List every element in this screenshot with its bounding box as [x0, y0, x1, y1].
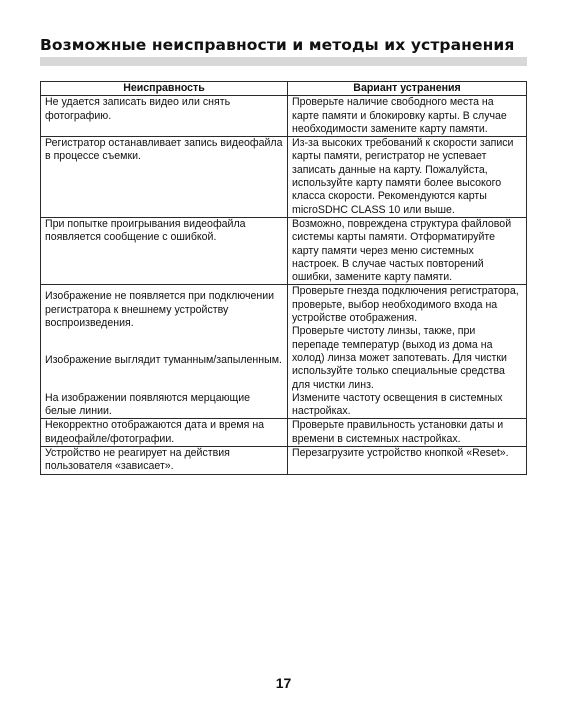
column-header-problem: Неисправность [41, 82, 288, 96]
table-row [41, 285, 527, 419]
solution-cell: Проверьте наличие свободного места на карте памяти и блокировку карты. В случае необходимости замените карту памяти. [288, 96, 527, 137]
problem-cell: Некорректно отображаются дата и время на видеофайле/фотографии. [41, 419, 288, 447]
solution-external-display: Проверьте гнезда подключения регистратора, проверьте, выбор необходимого входа на устройстве отображения. [292, 285, 519, 325]
table-row [41, 217, 527, 284]
problem-cell [41, 285, 288, 419]
column-header-solution: Вариант устранения [288, 82, 527, 96]
page-number: 17 [275, 675, 292, 691]
solution-foggy-image: Проверьте чистоту линзы, также, при перепаде температур (выход из дома на холод) линза может запотевать. Для чистки используйте только специальные средства для чистки линз. [292, 325, 507, 391]
table-header-row [41, 82, 527, 96]
problem-cell: Устройство не реагирует на действия пользователя «зависает». [41, 447, 288, 475]
solution-cell: Перезагрузите устройство кнопкой «Reset». [288, 447, 527, 475]
table-row [41, 96, 527, 137]
problem-flicker-lines: На изображении появляются мерцающие белые линии. [45, 391, 251, 417]
title-underline-bar [40, 57, 527, 66]
table-row [41, 137, 527, 218]
page-title: Возможные неисправности и методы их устранения [40, 36, 515, 54]
problem-cell: Не удается записать видео или снять фотографию. [41, 96, 288, 137]
problem-cell: Регистратор останавливает запись видеофайла в процессе съемки. [41, 137, 288, 218]
solution-flicker-lines: Измените частоту освещения в системных настройках. [292, 391, 503, 418]
solution-cell: Из-за высоких требований к скорости записи карты памяти, регистратор не успевает записать данные на карту. Пожалуйста, используйте карту памяти более высокого класса скорости. Рекомендуются карты microSDHC CLASS 10 или выше. [288, 137, 527, 218]
table-row [41, 447, 527, 475]
solution-cell: Возможно, повреждена структура файловой системы карты памяти. Отформатируйте карту памяти через меню системных настроек. В случае частых повторений ошибки, замените карту памяти. [288, 217, 527, 284]
table-row [41, 419, 527, 447]
problem-external-display: Изображение не появляется при подключении регистратора к внешнему устройству воспроизведения. [45, 290, 275, 330]
troubleshooting-table [40, 81, 527, 475]
solution-cell: Проверьте правильность установки даты и времени в системных настройках. [288, 419, 527, 447]
problem-cell: При попытке проигрывания видеофайла появляется сообщение с ошибкой. [41, 217, 288, 284]
problem-foggy-image: Изображение выглядит туманным/запыленным. [45, 354, 282, 367]
solution-cell [288, 285, 527, 419]
